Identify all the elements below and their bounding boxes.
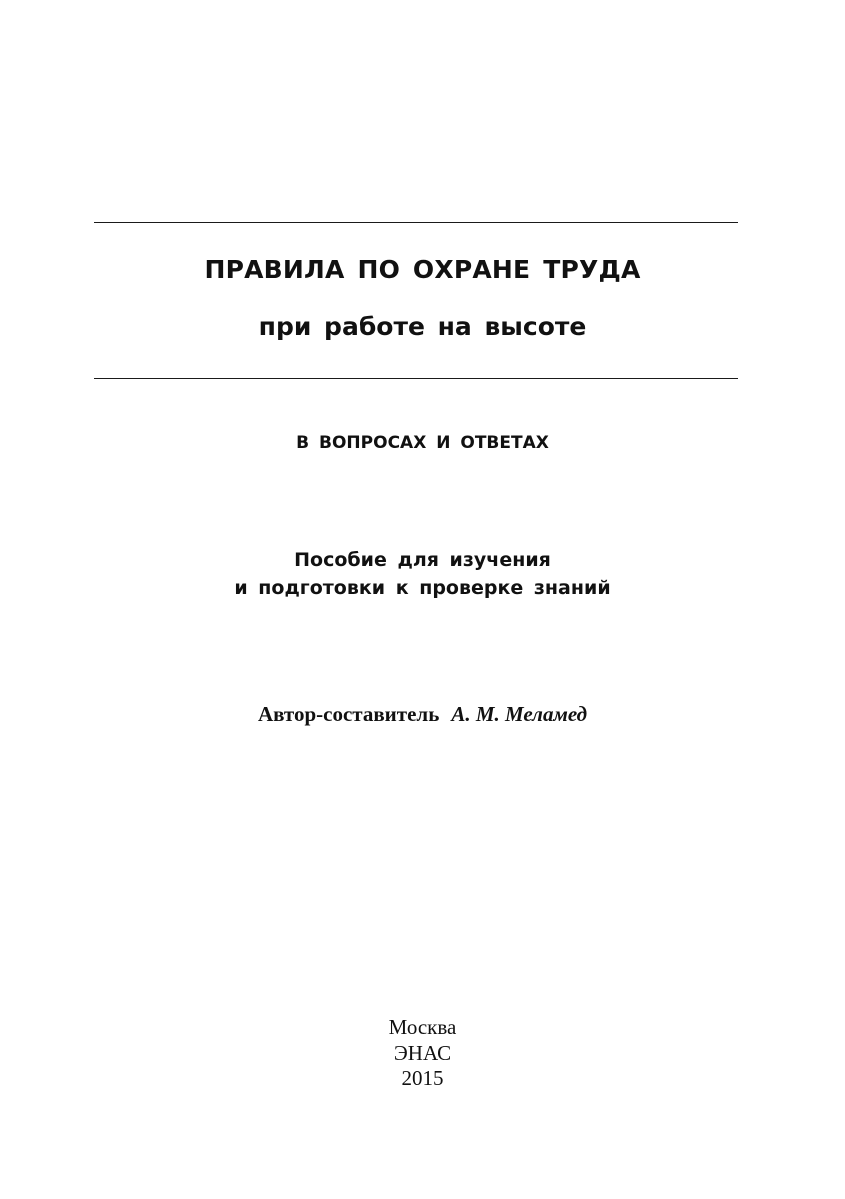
author-name: А. М. Меламед [451,702,588,726]
series-note: В ВОПРОСАХ И ОТВЕТАХ [296,433,549,453]
imprint-year: 2015 [401,1066,444,1090]
author-role: Автор-составитель [257,702,440,726]
book-title: ПРАВИЛА ПО ОХРАНЕ ТРУДА [204,255,641,284]
purpose-line-1: Пособие для изучения [294,549,551,571]
author-line [0,702,845,727]
top-divider [94,222,738,223]
bottom-divider [94,378,738,379]
imprint-publisher: ЭНАС [393,1041,452,1065]
purpose-line-2: и подготовки к проверке знаний [234,577,611,599]
imprint-city: Москва [388,1015,457,1039]
book-subtitle: при работе на высоте [258,312,587,341]
